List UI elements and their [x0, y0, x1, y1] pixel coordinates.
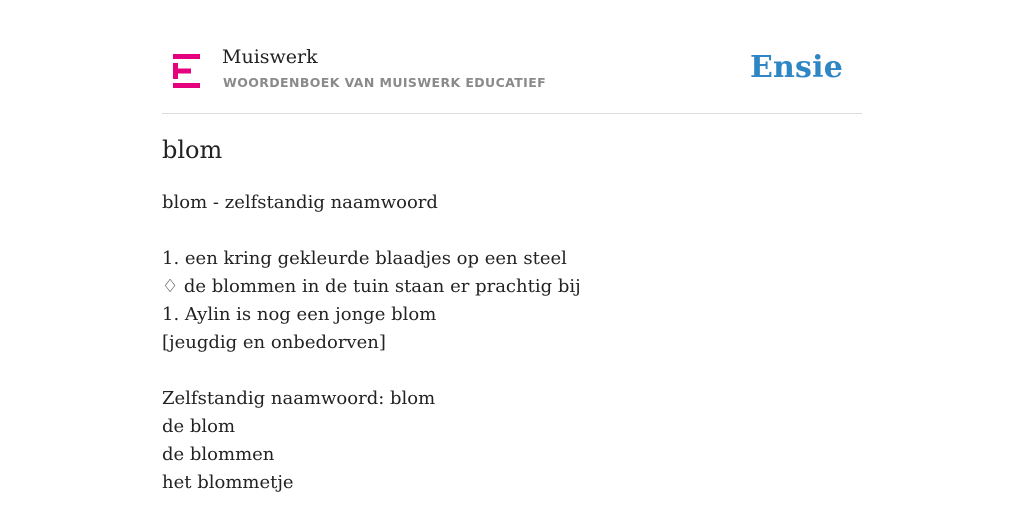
- page: [162, 0, 862, 493]
- figurative-meaning-line: [jeugdig en onbedorven]: [162, 332, 386, 353]
- muiswerk-logo-icon[interactable]: [173, 54, 200, 88]
- definition-line: 1. een kring gekleurde blaadjes op een steel: [162, 248, 567, 269]
- spacer: [162, 357, 581, 385]
- inflection-singular: de blom: [162, 416, 236, 437]
- inflection-plural: de blommen: [162, 444, 275, 465]
- spacer: [162, 217, 581, 245]
- brand-name-link[interactable]: Muiswerk: [222, 46, 318, 68]
- ensie-logo-link[interactable]: Ensie: [749, 50, 843, 85]
- brand-subtitle: WOORDENBOEK VAN MUISWERK EDUCATIEF: [223, 75, 547, 90]
- figurative-definition-line: 1. Aylin is nog een jonge blom: [162, 304, 437, 325]
- word-class-line: blom - zelfstandig naamwoord: [162, 192, 438, 213]
- inflection-diminutive: het blommetje: [162, 472, 294, 493]
- site-header: [162, 0, 862, 114]
- example-line: ♢ de blommen in de tuin staan er prachtig bij: [162, 276, 581, 297]
- entry-title: blom: [162, 136, 223, 164]
- entry-definition: [162, 189, 581, 497]
- inflection-heading: Zelfstandig naamwoord: blom: [162, 388, 436, 409]
